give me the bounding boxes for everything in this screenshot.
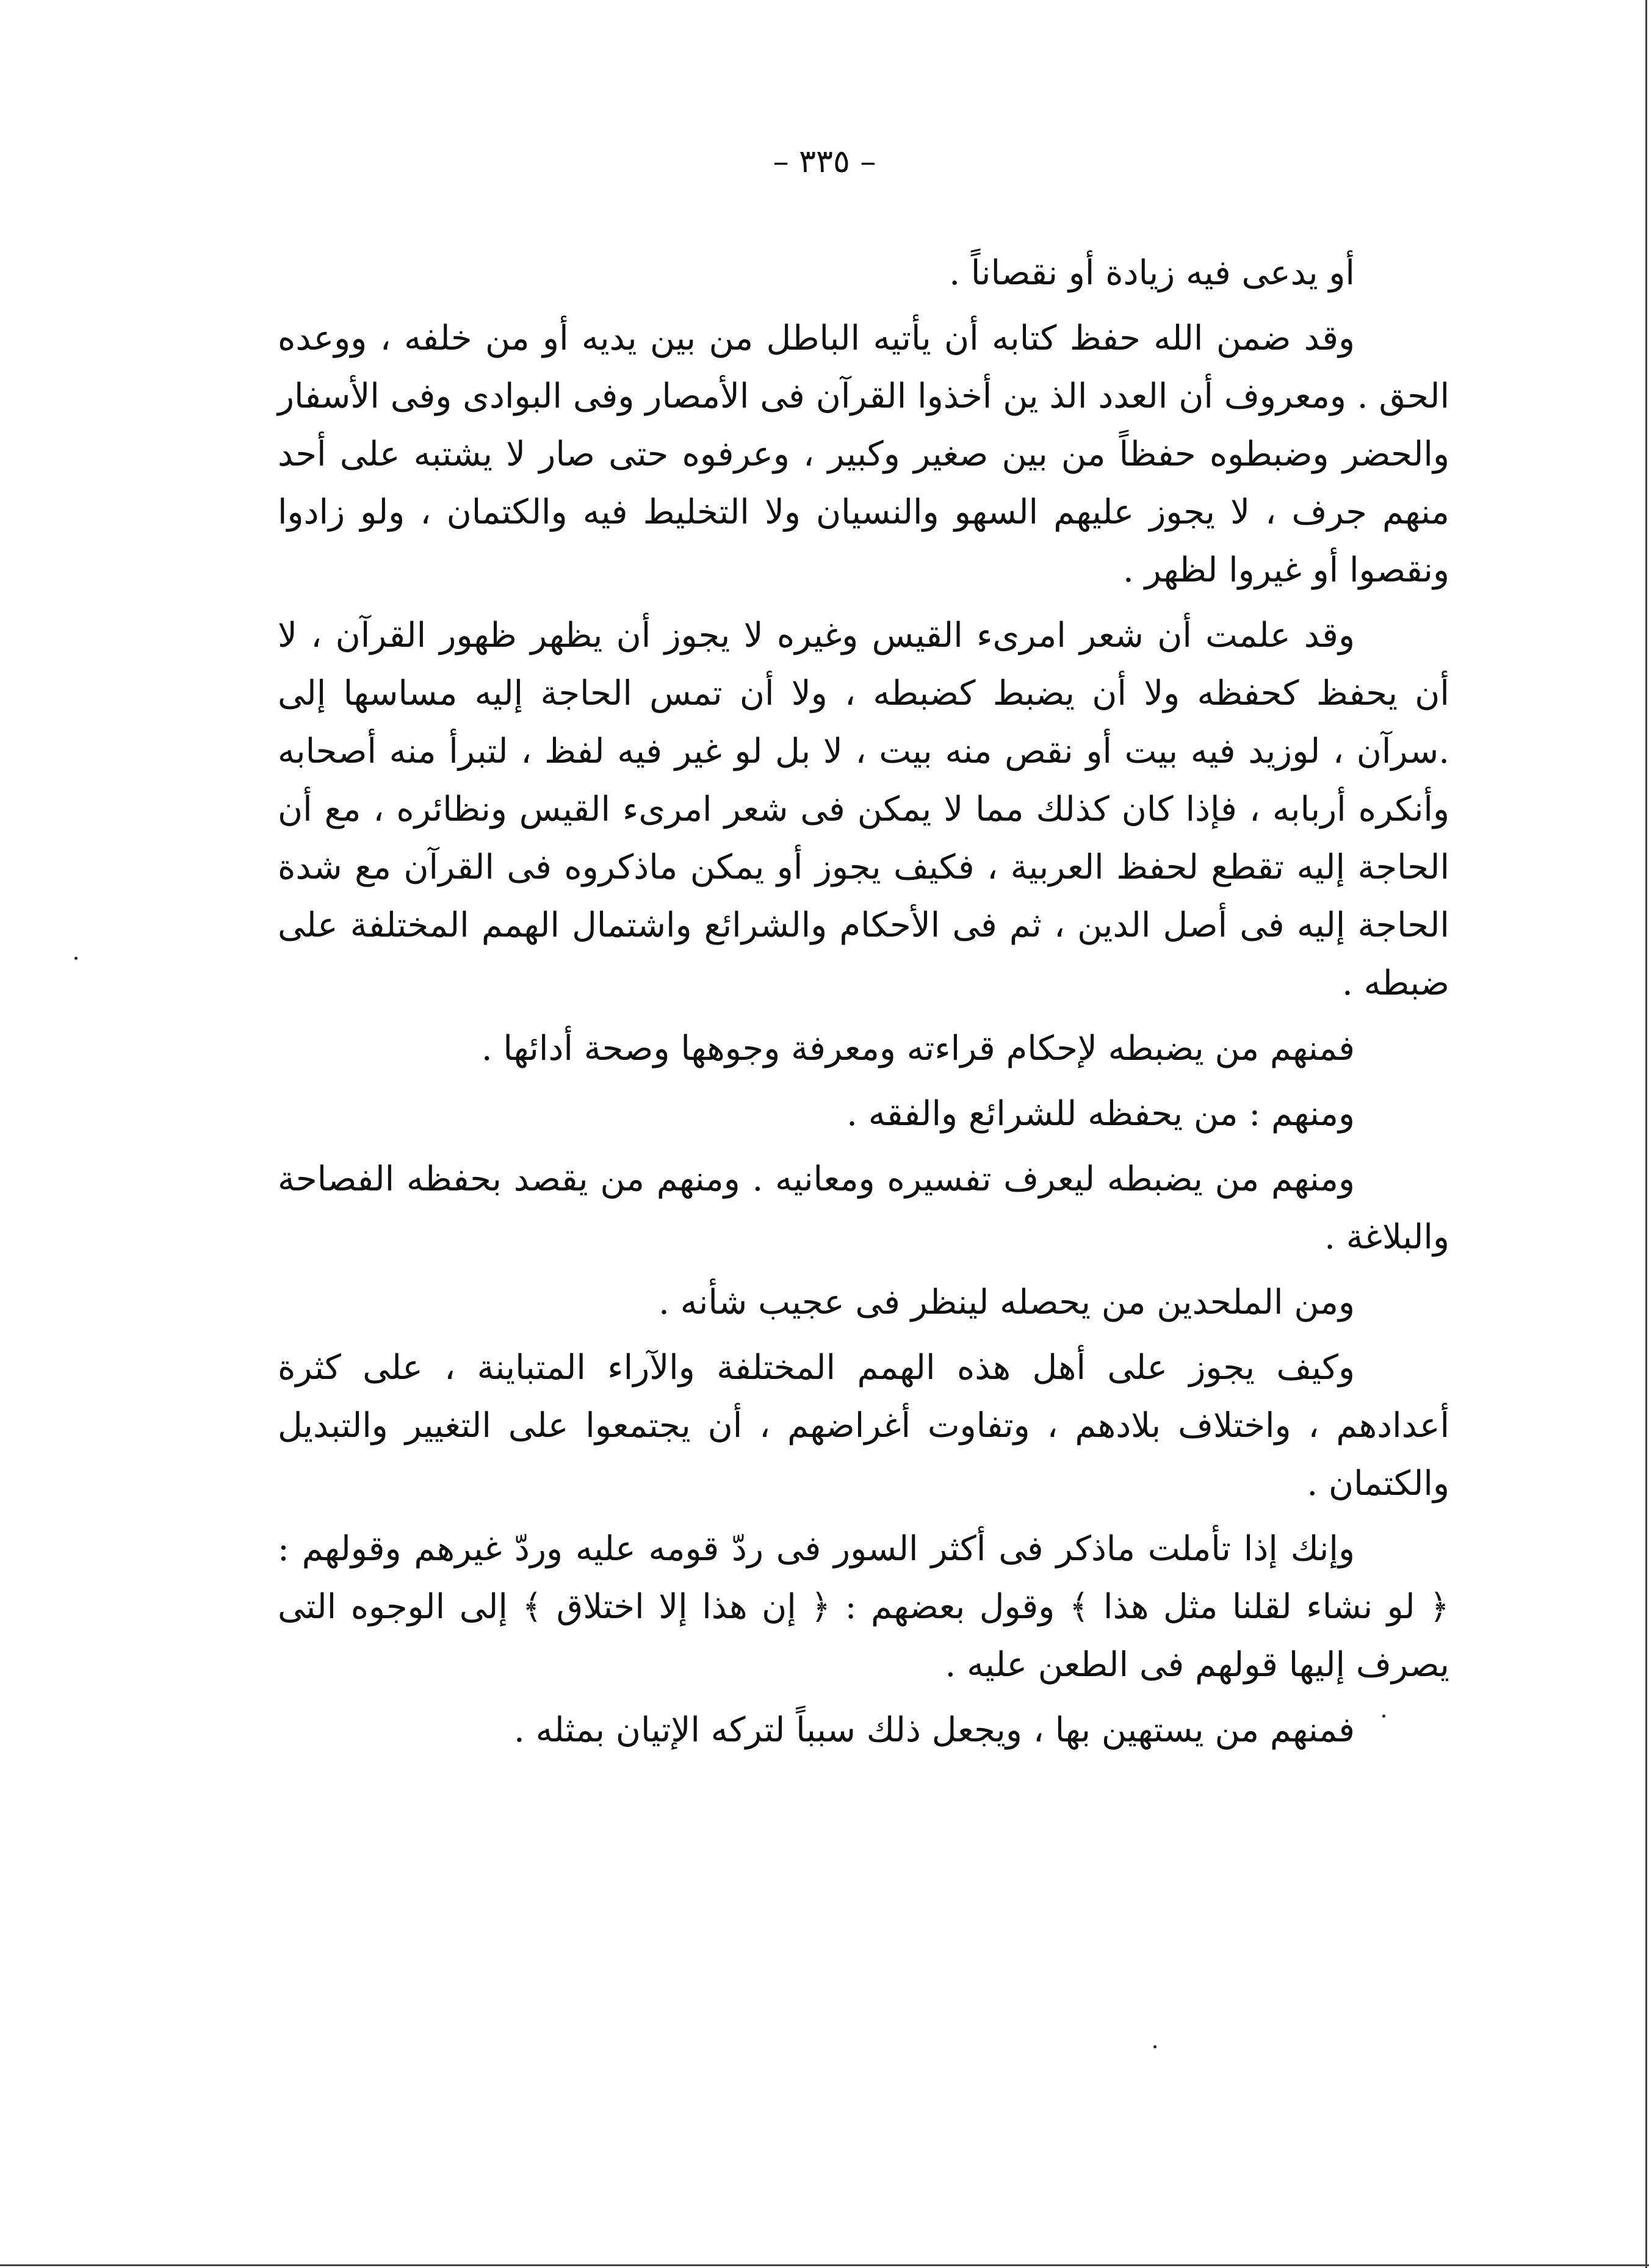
scan-speck xyxy=(1382,1715,1385,1718)
scan-border-right xyxy=(1645,0,1647,2268)
paragraph-6: ومنهم من يضبطه ليعرف تفسيره ومعانيه . ومنهم من يقصد بحفظه الفصاحة والبلاغة . xyxy=(278,1159,1449,1257)
paragraph-10: فمنهم من يستهين بها ، ويجعل ذلك سبباً لتركه الإتيان بمثله . xyxy=(514,1710,1355,1750)
scan-speck xyxy=(1153,2045,1156,2048)
paragraph-7: ومن الملحدين من يحصله لينظر فى عجيب شأنه . xyxy=(659,1283,1355,1322)
paragraph-5: ومنهم : من يحفظه للشرائع والفقه . xyxy=(846,1094,1355,1134)
paragraph-3: وقد علمت أن شعر امرىء القيس وغيره لا يجوز أن يظهر ظهور القرآن ، لا أن يحفظ كحفظه ولا أن يضبط كضبطه ، ولا أن تمس الحاجة إليه مساسها إلى .سرآن ، لوزيد فيه بيت أو نقص منه بيت ، لا بل لو غير فيه لفظ ، لتبرأ منه أصحابه وأنكره أربابه ، فإذا كان كذلك مما لا يمكن فى شعر امرىء القيس ونظائره ، مع أن الحاجة إليه تقطع لحفظ العربية ، فكيف يجوز أو يمكن ماذكروه فى القرآن مع شدة الحاجة إليه فى أصل الدين ، ثم فى الأحكام والشرائع واشتمال الهمم المختلفة على ضبطه . xyxy=(278,616,1449,1003)
scan-border-bottom xyxy=(0,2264,1649,2266)
paragraph-8: وكيف يجوز على أهل هذه الهمم المختلفة والآراء المتباينة ، على كثرة أعدادهم ، واختلاف بلادهم ، وتفاوت أغراضهم ، أن يجتمعوا على التغيير والتبديل والكتمان . xyxy=(278,1348,1449,1503)
scan-speck xyxy=(74,957,78,960)
paragraph-4: فمنهم من يضبطه لإحكام قراءته ومعرفة وجوهها وصحة أدائها . xyxy=(481,1029,1355,1068)
paragraph-9: وإنك إذا تأملت ماذكر فى أكثر السور فى ردّ قومه عليه وردّ غيرهم وقولهم : ﴿ لو نشاء لقلنا مثل هذا ﴾ وقول بعضهم : ﴿ إن هذا إلا اختلاق ﴾ إلى الوجوه التى يصرف إليها قولهم فى الطعن عليه . xyxy=(278,1529,1449,1685)
paragraph-2: وقد ضمن الله حفظ كتابه أن يأتيه الباطل من بين يديه أو من خلفه ، ووعده الحق . ومعروف أن العدد الذ ين أخذوا القرآن فى الأمصار وفى البوادى وفى الأسفار والحضر وضبطوه حفظاً من بين صغير وكبير ، وعرفوه حتى صار لا يشتبه على أحد منهم جرف ، لا يجوز عليهم السهو والنسيان ولا التخليط فيه والكتمان ، ولو زادوا ونقصوا أو غيروا لظهر . xyxy=(278,319,1449,590)
paragraph-1: أو يدعى فيه زيادة أو نقصاناً . xyxy=(949,253,1355,293)
page-number: – ٣٣٥ – xyxy=(773,143,876,180)
body-text xyxy=(278,244,1449,1759)
